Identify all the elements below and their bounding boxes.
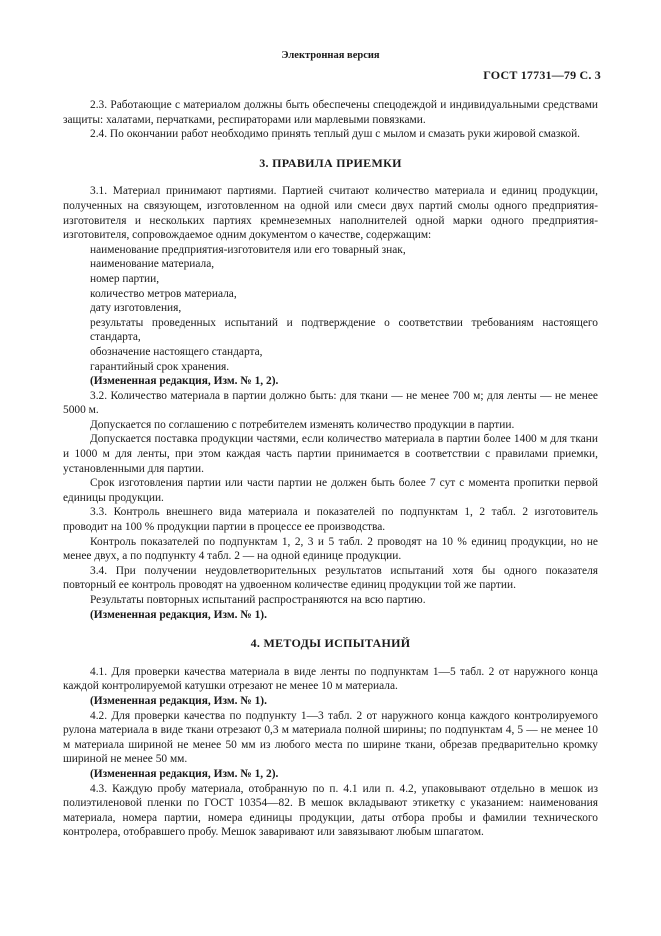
- page-header: ГОСТ 17731—79 С. 3: [483, 68, 601, 82]
- list-item: наименование предприятия-изготовителя или его товарный знак,: [90, 243, 406, 256]
- paragraph: Срок изготовления партии или части партии не должен быть более 7 сут с момента пропитки первой единицы продукции.: [63, 477, 598, 504]
- paragraph-3-2: 3.2. Количество материала в партии должно быть: для ткани — не менее 700 м; для ленты — не менее 5000 м.: [63, 389, 598, 417]
- paragraph: Результаты повторных испытаний распространяются на всю партию.: [90, 594, 426, 606]
- list-item: [63, 316, 598, 345]
- amendment-note: (Измененная редакция, Изм. № 1).: [90, 608, 267, 621]
- list-item: дату изготовления,: [90, 302, 182, 315]
- amendment-note: (Измененная редакция, Изм. № 1).: [90, 694, 267, 707]
- list-item: наименование материала,: [90, 258, 215, 271]
- list-item: гарантийный срок хранения.: [90, 360, 230, 373]
- paragraph-2-3: 2.3. Работающие с материалом должны быть обеспечены спецодеждой и индивидуальными средствами защиты: халатами, перчатками, респираторами или марлевыми повязками.: [63, 99, 598, 126]
- paragraph-2-4: 2.4. По окончании работ необходимо принять теплый душ с мылом и смазать руки жировой смазкой.: [90, 128, 581, 141]
- section-4-title: 4. МЕТОДЫ ИСПЫТАНИЙ: [250, 636, 411, 651]
- list-item-text: результаты проведенных испытаний и подтверждение о соответствии требованиям настоящего стандарта,: [90, 316, 598, 344]
- paragraph-3-4: 3.4. При получении неудовлетворительных результатов испытаний хотя бы одного показателя повторный ее контроль проводят на удвоенном количестве единиц продукции той же партии.: [63, 564, 598, 592]
- paragraph-4-1: 4.1. Для проверки качества материала в виде ленты по подпунктам 1—5 табл. 2 от наружного конца каждой контролируемой катушки отрезают не менее 10 м материала.: [63, 665, 598, 693]
- list-item: количество метров материала,: [90, 287, 237, 300]
- section-3-title: 3. ПРАВИЛА ПРИЕМКИ: [259, 155, 402, 170]
- amendment-note: (Измененная редакция, Изм. № 1, 2).: [90, 375, 279, 388]
- paragraph-4-3: 4.3. Каждую пробу материала, отобранную по п. 4.1 или п. 4.2, упаковывают отдельно в мешок из полиэтиленовой пленки по ГОСТ 10354—82. В мешок вкладывают этикетку с указанием: наименования материала, номера партии, номера единицы продукции, даты отбора пробы и фамилии технического контролера, отобравшего пробу. Мешок заваривают или завязывают любым шпагатом.: [63, 782, 598, 839]
- amendment-note: (Измененная редакция, Изм. № 1, 2).: [90, 767, 279, 780]
- paragraph-4-2: 4.2. Для проверки качества по подпункту 1—3 табл. 2 от наружного конца каждого контролируемого рулона материала в виде ткани отрезают 0,3 м материала полной ширины; по подпунктам 4, 5 — не менее 10 м материала шириной не менее 50 мм из любого места по ширине ткани, обрезав предварительно кромку шириной не менее 50 мм.: [63, 709, 598, 766]
- paragraph-3-1: 3.1. Материал принимают партиями. Партией считают количество материала и единиц продукции, полученных на связующем, изготовленном на одной или смеси двух партий смолы одного предприятия-изготовителя и нескольких партиях кремнеземных наполнителей одной марки одного предприятия-изготовителя, сопровождаемое одним документом о качестве, содержащим:: [63, 185, 598, 242]
- paragraph: Допускается поставка продукции частями, если количество материала в партии более 1400 м для ткани и 1000 м для ленты, при этом каждая часть партии принимается в соответствии с правилами приемки, установленными для партии.: [63, 433, 598, 475]
- document-body: [63, 98, 598, 840]
- list-item: обозначение настоящего стандарта,: [90, 345, 263, 358]
- paragraph-3-3: 3.3. Контроль внешнего вида материала и показателей по подпунктам 1, 2 табл. 2 изготовитель проводит на 100 % продукции партии в процессе ее производства.: [63, 506, 598, 534]
- list-item: номер партии,: [90, 272, 160, 285]
- electronic-version-label: Электронная версия: [281, 50, 380, 61]
- paragraph: Допускается по соглашению с потребителем изменять количество продукции в партии.: [90, 418, 515, 431]
- paragraph: Контроль показателей по подпунктам 1, 2, 3 и 5 табл. 2 проводят на 10 % единиц продукции, но не менее двух, а по подпункту 4 табл. 2 — на одной единице продукции.: [63, 535, 598, 563]
